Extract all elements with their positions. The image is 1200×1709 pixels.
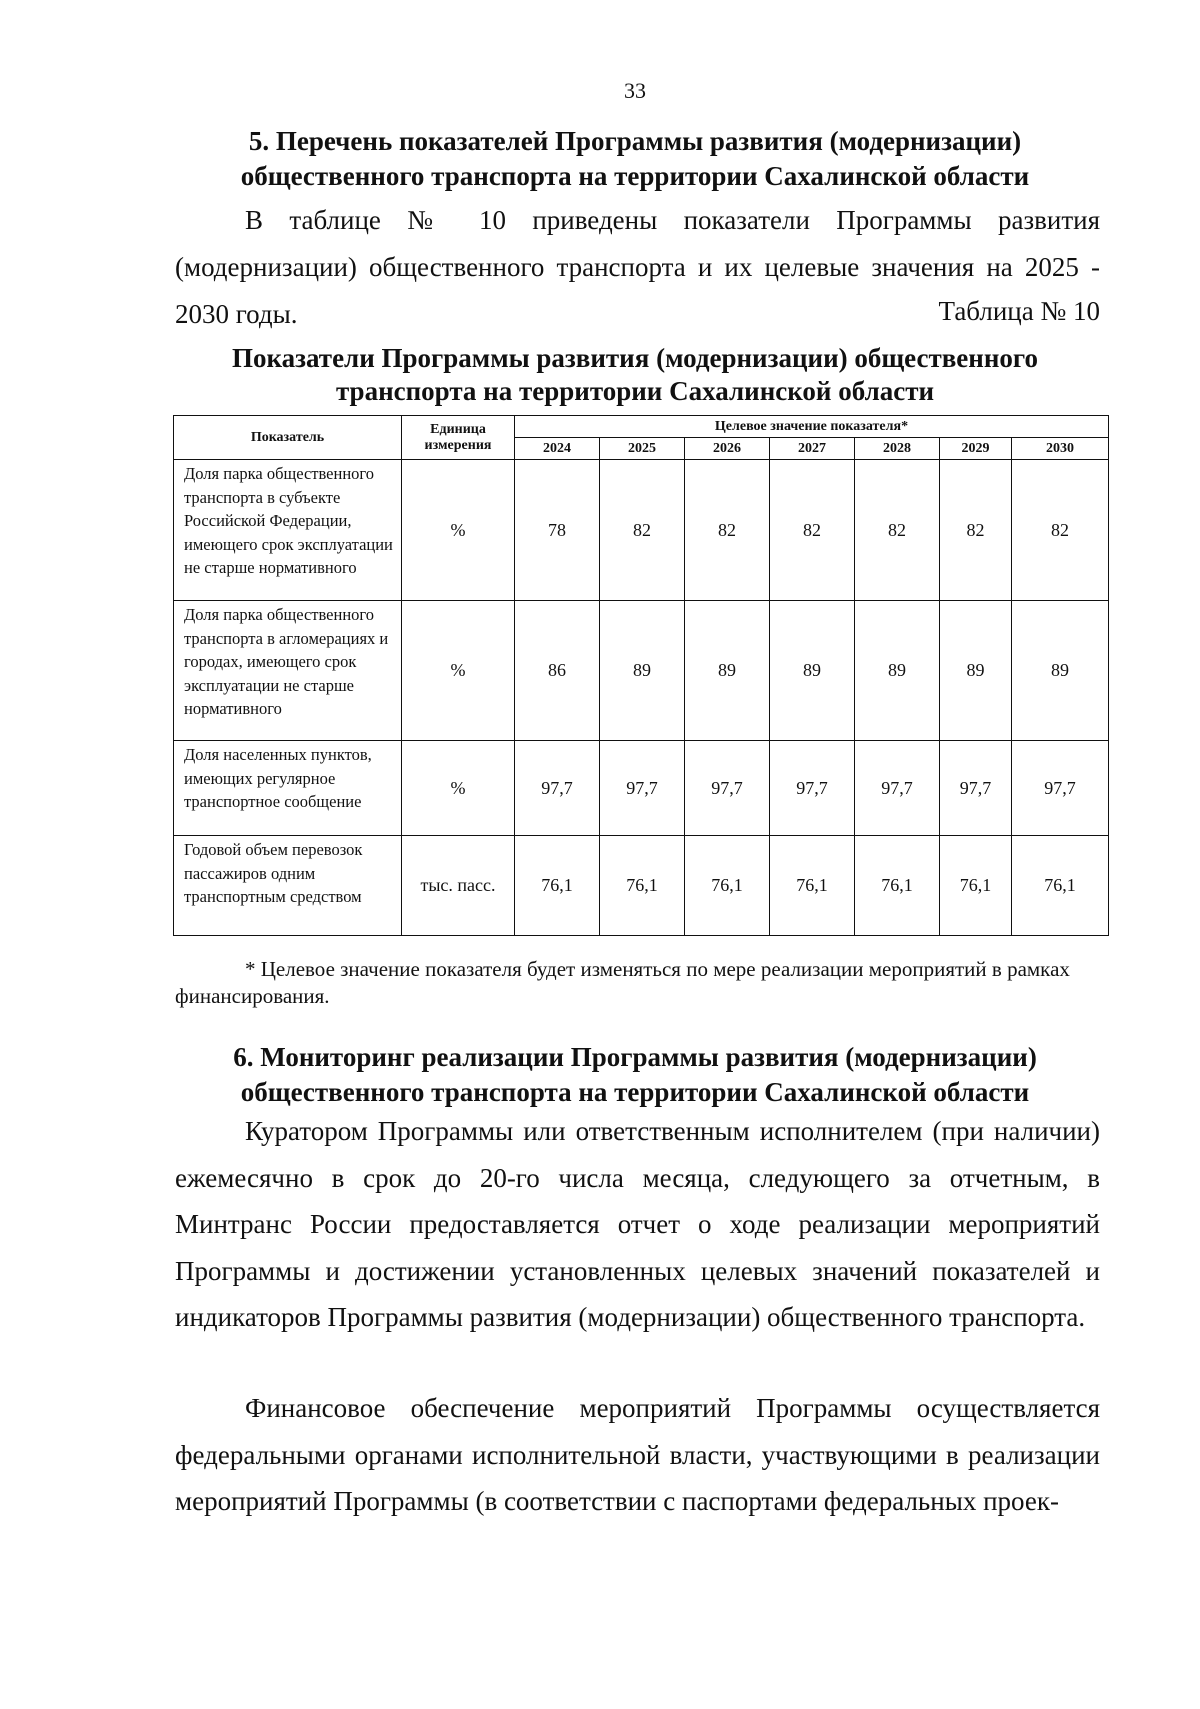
target-value: 97,7 — [600, 741, 685, 836]
header-year: 2025 — [600, 438, 685, 460]
section-6-heading-line-1: 6. Мониторинг реализации Программы развития (модернизации) — [233, 1042, 1037, 1072]
header-indicator: Показатель — [174, 416, 402, 460]
table-number-label: Таблица № 10 — [938, 296, 1100, 326]
page-number: 33 — [624, 78, 646, 103]
target-value: 82 — [770, 460, 855, 601]
header-year: 2030 — [1012, 438, 1109, 460]
target-value: 76,1 — [940, 836, 1012, 936]
table-row — [174, 460, 1109, 601]
indicator-name: Годовой объем перевозок пассажиров одним транспортным средством — [174, 836, 402, 936]
table-row — [174, 601, 1109, 741]
header-year: 2026 — [685, 438, 770, 460]
target-value: 89 — [770, 601, 855, 741]
target-value: 82 — [855, 460, 940, 601]
target-value: 97,7 — [1012, 741, 1109, 836]
section-5-intro: В таблице № 10 приведены показатели Программы развития (модернизации) общественного транспорта и их целевые значения на 2025 - 2030 годы. — [175, 205, 1100, 329]
target-value: 82 — [940, 460, 1012, 601]
header-year: 2024 — [515, 438, 600, 460]
header-year: 2027 — [770, 438, 855, 460]
table-title-line-1: Показатели Программы развития (модернизации) общественного — [232, 343, 1038, 373]
indicator-name: Доля парка общественного транспорта в агломерациях и городах, имеющего срок эксплуатации не старше нормативного — [174, 601, 402, 741]
indicator-name: Доля населенных пунктов, имеющих регулярное транспортное сообщение — [174, 741, 402, 836]
section-5-heading — [170, 124, 1100, 194]
target-value: 82 — [685, 460, 770, 601]
target-value: 82 — [600, 460, 685, 601]
target-value: 78 — [515, 460, 600, 601]
table-title-line-2: транспорта на территории Сахалинской области — [335, 376, 935, 406]
target-value: 82 — [1012, 460, 1109, 601]
indicator-unit: тыс. пасс. — [402, 836, 515, 936]
table-row — [174, 741, 1109, 836]
table-footnote: * Целевое значение показателя будет изменяться по мере реализации мероприятий в рамках финансирования. — [175, 957, 1070, 1008]
section-5-heading-line-1: 5. Перечень показателей Программы развития (модернизации) — [248, 126, 1022, 156]
section-6-paragraph-2: Финансовое обеспечение мероприятий Программы осуществляется федеральными органами исполнительной власти, участвующими в реализации мероприятий Программы (в соответствии с паспортами федеральных проек- — [175, 1393, 1100, 1516]
target-value: 76,1 — [770, 836, 855, 936]
target-value: 76,1 — [600, 836, 685, 936]
target-value: 89 — [1012, 601, 1109, 741]
indicator-unit: % — [402, 601, 515, 741]
header-unit: Единица измерения — [402, 416, 515, 460]
target-value: 97,7 — [515, 741, 600, 836]
indicator-unit: % — [402, 741, 515, 836]
target-value: 97,7 — [855, 741, 940, 836]
target-value: 97,7 — [685, 741, 770, 836]
header-target-value: Целевое значение показателя* — [515, 416, 1109, 438]
section-5-heading-line-2: общественного транспорта на территории Сахалинской области — [240, 161, 1030, 191]
target-value: 76,1 — [685, 836, 770, 936]
target-value: 76,1 — [1012, 836, 1109, 936]
target-value: 76,1 — [855, 836, 940, 936]
section-6-heading — [170, 1040, 1100, 1110]
target-value: 89 — [685, 601, 770, 741]
indicator-unit: % — [402, 460, 515, 601]
target-value: 89 — [940, 601, 1012, 741]
target-value: 89 — [855, 601, 940, 741]
section-6-paragraph-1: Куратором Программы или ответственным исполнителем (при наличии) ежемесячно в срок до 20-го числа месяца, следующего за отчетным, в Минтранс России предоставляется отчет о ходе реализации мероприятий Программы и достижении установленных целевых значений показателей и индикаторов Программы развития (модернизации) общественного транспорта. — [175, 1116, 1100, 1332]
section-6-heading-line-2: общественного транспорта на территории Сахалинской области — [240, 1077, 1030, 1107]
target-value: 97,7 — [770, 741, 855, 836]
header-year: 2029 — [940, 438, 1012, 460]
target-value: 76,1 — [515, 836, 600, 936]
header-year: 2028 — [855, 438, 940, 460]
table-row — [174, 836, 1109, 936]
target-value: 89 — [600, 601, 685, 741]
target-value: 86 — [515, 601, 600, 741]
indicator-name: Доля парка общественного транспорта в субъекте Российской Федерации, имеющего срок эксплуатации не старше нормативного — [174, 460, 402, 601]
table-title — [170, 342, 1100, 408]
indicators-table — [173, 415, 1109, 936]
target-value: 97,7 — [940, 741, 1012, 836]
